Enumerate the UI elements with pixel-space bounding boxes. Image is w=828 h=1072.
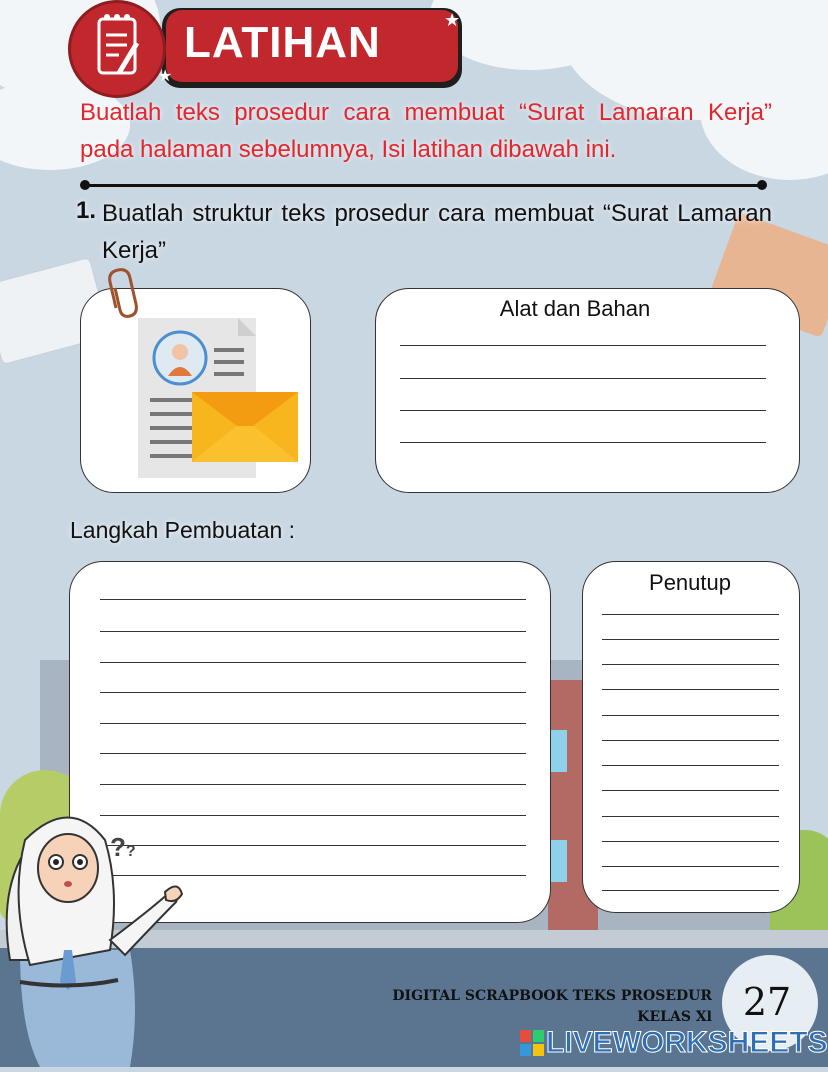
closing-answer-line-10[interactable] (602, 841, 779, 842)
star-icon: ★ (444, 10, 461, 30)
closing-answer-line-7[interactable] (602, 765, 779, 766)
closing-answer-line-2[interactable] (602, 639, 779, 640)
page-number: 27 (742, 980, 792, 1024)
liveworksheets-logo-icon (520, 1030, 544, 1061)
closing-title: Penutup (649, 570, 731, 595)
tools-answer-line-3[interactable] (400, 410, 766, 411)
closing-answer-line-1[interactable] (602, 614, 779, 615)
closing-answer-line-3[interactable] (602, 664, 779, 665)
closing-answer-line-6[interactable] (602, 740, 779, 741)
steps-answer-line-6[interactable] (100, 753, 526, 754)
task-text: Buatlah struktur teks prosedur cara membuat “Surat Lamaran Kerja” (102, 200, 772, 264)
closing-answer-line-12[interactable] (602, 890, 779, 891)
star-icon: ★ (158, 68, 173, 85)
footer-title-line1: DIGITAL SCRAPBOOK TEKS PROSEDUR (392, 988, 712, 1004)
resume-envelope-illustration (138, 318, 300, 487)
closing-answer-line-4[interactable] (602, 689, 779, 690)
steps-answer-line-7[interactable] (100, 784, 526, 785)
closing-answer-line-5[interactable] (602, 715, 779, 716)
steps-answer-line-4[interactable] (100, 692, 526, 693)
tools-answer-line-1[interactable] (400, 345, 766, 346)
liveworksheets-brand[interactable]: LIVEWORKSHEETS (546, 1026, 828, 1059)
steps-answer-line-1[interactable] (100, 599, 526, 600)
divider (84, 184, 762, 187)
instruction-text: Buatlah teks prosedur cara membuat “Surat Lamaran Kerja” pada halaman sebelumnya, Isi latihan dibawah ini. (80, 99, 772, 163)
girl-character-illustration (0, 800, 190, 1072)
closing-answer-line-9[interactable] (602, 816, 779, 817)
badge-title: LATIHAN (184, 18, 381, 67)
closing-answer-line-11[interactable] (602, 866, 779, 867)
footer-title-line2: KELAS Xl (637, 1009, 712, 1025)
steps-answer-line-5[interactable] (100, 723, 526, 724)
steps-answer-line-3[interactable] (100, 662, 526, 663)
task-number: 1. (76, 197, 97, 224)
tools-answer-line-4[interactable] (400, 442, 766, 443)
tools-answer-line-2[interactable] (400, 378, 766, 379)
tools-title: Alat dan Bahan (499, 296, 651, 321)
steps-label: Langkah Pembuatan : (70, 517, 296, 543)
question-marks-icon: ?? (110, 832, 136, 862)
notepad-pencil-icon (68, 0, 166, 98)
paperclip-icon (106, 268, 142, 327)
steps-answer-line-2[interactable] (100, 631, 526, 632)
closing-answer-line-8[interactable] (602, 790, 779, 791)
